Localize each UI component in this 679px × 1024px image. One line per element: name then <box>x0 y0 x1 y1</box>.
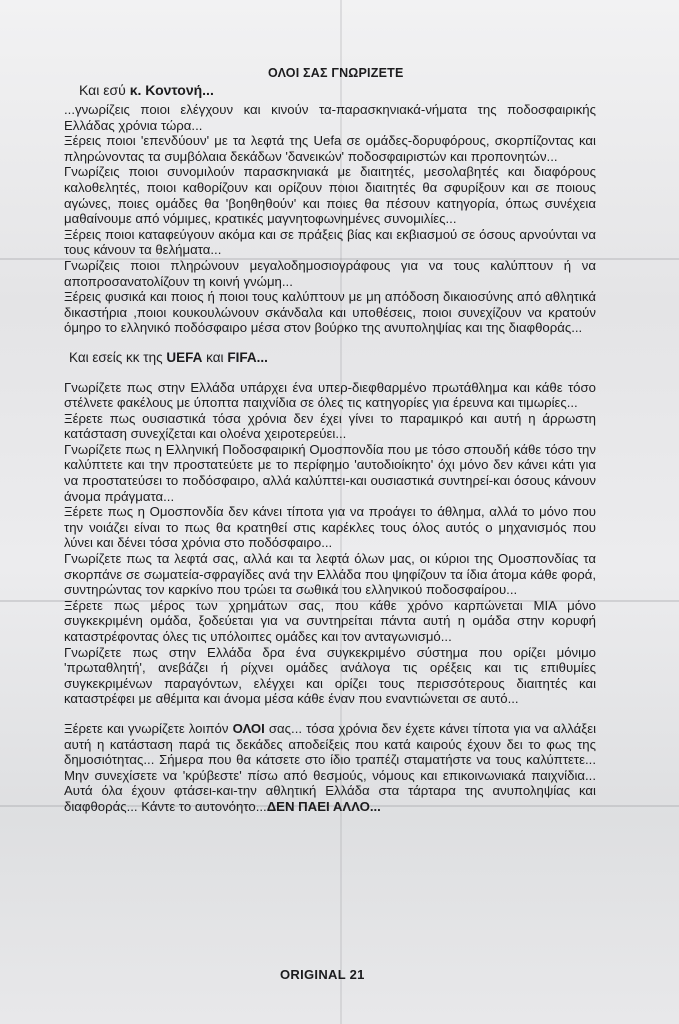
paragraph: ...γνωρίζεις ποιοι ελέγχουν και κινούν τα-παρασκηνιακά-νήματα της ποδοσφαιρικής Ελλάδας χρόνια τώρα... <box>64 102 596 133</box>
salutation <box>79 82 214 98</box>
document-title: ΟΛΟΙ ΣΑΣ ΓΝΩΡΙΖΕΤΕ <box>268 66 404 80</box>
paragraph: Ξέρετε πως μέρος των χρημάτων σας, που κάθε χρόνο καρπώνεται ΜΙΑ μόνο συγκεκριμένη ομάδα, ξοδεύεται για να συντηρείται πάντα αυτή η ομάδα στην κορυφή καταστρέφοντας όλες τις υπόλοιπες ομάδες και τον ανταγωνισμό... <box>64 597 596 644</box>
paragraph: Γνωρίζεις ποιοι πληρώνουν μεγαλοδημοσιογράφους για να τους καλύπτουν ή να αποπροσανατολίζουν τη κοινή γνώμη... <box>64 257 596 289</box>
paragraph: Ξέρετε πως ουσιαστικά τόσα χρόνια δεν έχει γίνει το παραμικρό και αυτή η άρρωστη κατάσταση συνεχίζεται και ολοένα χειροτερεύει... <box>64 410 596 442</box>
paragraph: Ξέρεις ποιοι καταφεύγουν ακόμα και σε πράξεις βίας και εκβιασμού σε όσους αρνούνται να τους κάνουν τα θελήματα... <box>64 226 596 258</box>
spacer <box>64 707 596 721</box>
footer-signature: ORIGINAL 21 <box>280 967 365 982</box>
spacer <box>64 336 596 350</box>
paragraph: Γνωρίζετε πως στην Ελλάδα δρα ένα συγκεκριμένο σύστημα που ορίζει μόνιμο 'πρωταθλητή', ανεβάζει ή ρίχνει ομάδες ανάλογα τις ορέξεις και τις επιθυμίες συγκεκριμένων παραγόντων, ελέγχει και ορίζει τους περισσότερους διαιτητές και καταστρέφει με αθέμιτα και άνομα μέσα κάθε έναν που εναντιώνεται σε αυτό... <box>64 644 596 707</box>
heading-prefix: Και εσείς κκ της <box>69 349 163 365</box>
paragraph: Ξέρεις φυσικά και ποιος ή ποιοι τους καλύπτουν με μη απόδοση δικαιοσύνης από αθλητικά δικαστήρια ,ποιοι κουκουλώνουν σκάνδαλα και υποθέσεις, ποιοι συνεχίζουν να κρατούν όμηρο το ελληνικό ποδόσφαιρο μέσα στον βούρκο της ανυποληψίας και της διαφθοράς... <box>64 289 596 336</box>
spacer <box>64 366 596 380</box>
paragraph: Γνωρίζετε πως στην Ελλάδα υπάρχει ένα υπερ-διεφθαρμένο πρωτάθλημα και κάθε τόσο στέλνετε φακέλους με ύποπτα παιχνίδια σε όλες τις κατηγορίες για έρευνα και τιμωρίες... <box>64 379 596 411</box>
paragraph: Γνωρίζεις ποιοι συνομιλούν παρασκηνιακά με διαιτητές, μεσολαβητές και διαφόρους καλοθελητές, ποιοι καθορίζουν και ορίζουν ποιοι διαιτητές θα σφυρίξουν και σε ποιους αγώνες, ποιες ομάδες θα 'βοηθηθούν' και ποιες θα πέσουν κατηγορία, όπως συνέχεια μαθαίνουμε από νόμιμες, κρατικές μαγνητοφωνημένες συνομιλίες... <box>64 164 596 227</box>
closing-emphasis-end: ΔΕΝ ΠΑΕΙ ΑΛΛΟ... <box>266 798 381 814</box>
paragraph: Γνωρίζετε πως η Ελληνική Ποδοσφαιρική Ομοσπονδία που με τόσο σπουδή κάθε τόσο την καλύπτετε και την προστατεύετε με το περίφημο 'αυτοδιοίκητο' όχι μόνο δεν κάνει κάτι για να προστατεύσει το ποδόσφαιρο, αλλά καλύπτει-και ουσιαστικά συντηρεί-και όσους κάνουν άνομα πράγματα... <box>64 441 596 504</box>
closing-text: Ξέρετε και γνωρίζετε λοιπόν <box>64 720 229 736</box>
closing-text: σας... τόσα χρόνια δεν έχετε κάνει τίποτα για να αλλάξει αυτή η κατάσταση παρά τις δεκάδες αποδείξεις που κατά καιρούς έχουν δει το φως της δημοσιότητας... Σήμερα που θα κάτσετε στο ίδιο τραπέζι σταματήστε να τους καλύπτετε... Μην συνεχίσετε να 'κρύβεστε' πίσω από θεσμούς, νόμους και επικοινωνιακά παιχνίδια... Αυτά όλα έχουν φτάσει-και-την αθλητική Ελλάδα στα τάρταρα της ανυποληψίας και διαφθοράς... Κάντε το αυτονόητο... <box>64 720 597 814</box>
salutation-prefix: Και εσύ <box>79 82 126 98</box>
heading-fifa: FIFA... <box>227 349 268 365</box>
paragraph: Ξέρετε πως η Ομοσπονδία δεν κάνει τίποτα για να προάγει το άθλημα, αλλά το μόνο που την νοιάζει είναι το πως θα κρατηθεί στις καρέκλες τους όλος αυτός ο μηχανισμός που λύνει και δένει τόσα χρόνια στο ποδόσφαιρο... <box>64 504 596 551</box>
closing-emphasis: ΟΛΟΙ <box>232 720 265 736</box>
salutation-name: κ. Κοντονή... <box>129 82 214 98</box>
paragraph: Ξέρεις ποιοι 'επενδύουν' με τα λεφτά της Uefa σε ομάδες-δορυφόρους, σκορπίζοντας και πληρώνοντας τα συμβόλαια δεκάδων 'δανεικών' ποδοσφαιριστών και προπονητών... <box>64 133 596 164</box>
heading-and: και <box>206 349 224 365</box>
section-heading <box>69 350 596 366</box>
document-body <box>64 102 596 815</box>
heading-uefa: UEFA <box>166 349 203 365</box>
paragraph: Γνωρίζετε πως τα λεφτά σας, αλλά και τα λεφτά όλων μας, οι κύριοι της Ομοσπονδίας τα σκορπάνε σε σωματεία-σφραγίδες ανά την Ελλάδα που ψηφίζουν τα ίδια άτομα κάθε φορά, συντηρώντας τον καρκίνο που τρώει τα σωθικά του ελληνικού ποδοσφαίρου... <box>64 551 596 598</box>
closing-paragraph <box>64 721 596 815</box>
